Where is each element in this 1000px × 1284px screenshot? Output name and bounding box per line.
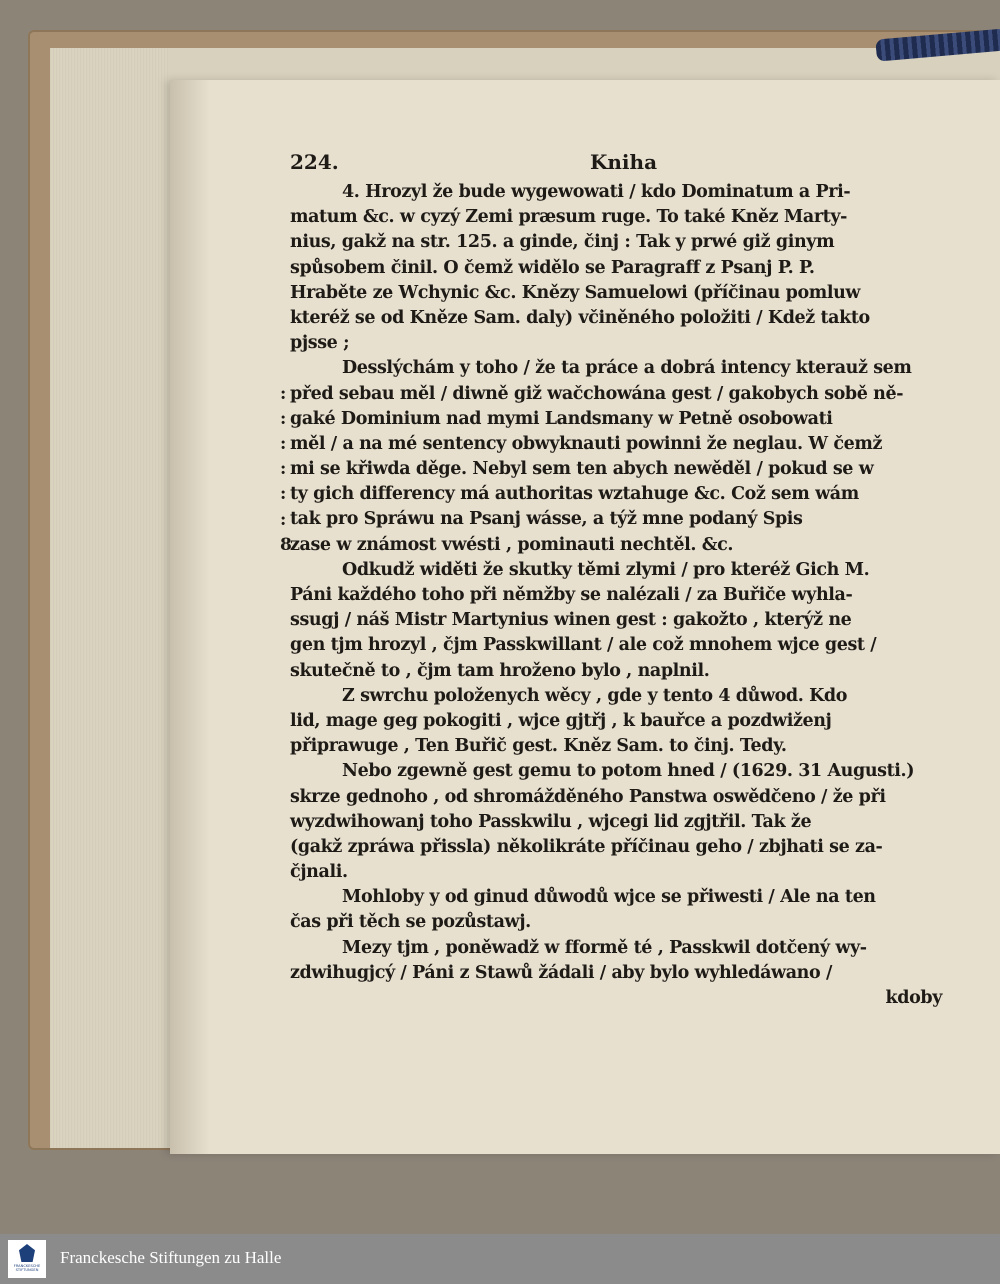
text-line: čjnali. [290, 862, 348, 883]
margin-mark: : [280, 408, 287, 429]
text-line: Hraběte ze Wchynic &c. Knězy Samuelowi (příčinau pomluw [290, 282, 861, 303]
page-header [290, 150, 950, 180]
text-line: mi se křiwda děge. Nebyl sem ten abych newěděl / pokud se w [290, 459, 874, 480]
text-line: 4. Hrozyl že bude wygewowati / kdo Dominatum a Pri- [342, 182, 851, 202]
margin-mark: : [280, 509, 287, 530]
text-line: gaké Dominium nad mymi Landsmany w Petně osobowati [290, 408, 833, 429]
page-text-block [290, 150, 950, 1011]
text-line: měl / a na mé sentency obwyknauti powinni že neglau. W čemž [290, 433, 883, 454]
logo-text: FRANCKESCHE STIFTUNGEN [13, 1264, 41, 1273]
text-line: (gakž zpráwa přissla) několikráte příčinau geho / zbjhati se za- [290, 836, 883, 857]
logo-emblem-icon [19, 1244, 35, 1262]
text-line: pjsse ; [290, 333, 350, 354]
margin-mark: : [280, 484, 287, 505]
margin-mark: 8 [280, 534, 292, 555]
text-line: tak pro Spráwu na Psanj wásse, a týž mne podaný Spis [290, 509, 803, 530]
margin-mark: : [280, 383, 287, 404]
running-head: Kniha [590, 150, 658, 174]
text-line: zase w známost vwésti , pominauti nechtěl. &c. [290, 534, 734, 555]
gutter-shadow [170, 80, 210, 1154]
text-line: připrawuge , Ten Buřič gest. Kněz Sam. to činj. Tedy. [290, 736, 787, 757]
page-number: 224. [290, 150, 339, 174]
text-line: zdwihugjcý / Páni z Stawů žádali / aby bylo wyhledáwano / [290, 962, 832, 983]
text-line: Z swrchu položenych wěcy , gde y tento 4 důwod. Kdo [342, 685, 848, 706]
text-line: skrze gednoho , od shromážděného Panstwa oswědčeno / že při [290, 786, 886, 807]
text-line: spůsobem činil. O čemž widělo se Paragraff z Psanj P. P. [290, 257, 815, 278]
text-line: lid, mage geg pokogiti , wjce gjtřj , k bauřce a pozdwiženj [290, 710, 832, 731]
text-line: Mezy tjm , poněwadž w fformě té , Passkwil dotčený wy- [342, 937, 867, 958]
text-line: Nebo zgewně gest gemu to potom hned / (1629. 31 Augusti.) [342, 761, 915, 782]
text-line: skutečně to , čjm tam hroženo bylo , naplnil. [290, 660, 710, 681]
text-line: nius, gakž na str. 125. a ginde, činj : Tak y prwé giž ginym [290, 232, 835, 253]
text-line: matum &c. w cyzý Zemi præsum ruge. To také Kněz Marty- [290, 207, 847, 228]
text-line: Mohloby y od ginud důwodů wjce se přiwesti / Ale na ten [342, 887, 876, 908]
text-line: před sebau měl / diwně giž wačchowána gest / gakobych sobě ně- [290, 383, 904, 404]
text-line: wyzdwihowanj toho Passkwilu , wjcegi lid zgjtřil. Tak že [290, 811, 812, 832]
text-line: ty gich differency má authoritas wztahuge &c. Což sem wám [290, 484, 859, 505]
text-line: Páni každého toho při němžby se nalézali / za Buřiče wyhla- [290, 585, 853, 605]
text-line: Desslýchám y toho / že ta práce a dobrá intency kterauž sem [342, 358, 912, 379]
page-edges [50, 48, 168, 1148]
text-lines [290, 180, 950, 1011]
text-line: čas při těch se pozůstawj. [290, 912, 531, 933]
text-line: gen tjm hrozyl , čjm Passkwillant / ale což mnohem wjce gest / [290, 635, 877, 656]
margin-mark: : [280, 434, 287, 454]
margin-mark: : [280, 459, 287, 480]
text-line: ssugj / náš Mistr Martynius winen gest : gakožto , kterýž ne [290, 610, 852, 631]
text-line: kdoby [885, 988, 942, 1008]
institution-logo [8, 1240, 46, 1278]
institution-name: Franckesche Stiftungen zu Halle [60, 1248, 282, 1267]
text-line: Odkudž widěti že skutky těmi zlymi / pro kteréž Gich M. [342, 559, 870, 580]
text-line: kteréž se od Kněze Sam. daly) včiněného položiti / Kdež takto [290, 307, 870, 328]
footer-bar [0, 1234, 1000, 1284]
